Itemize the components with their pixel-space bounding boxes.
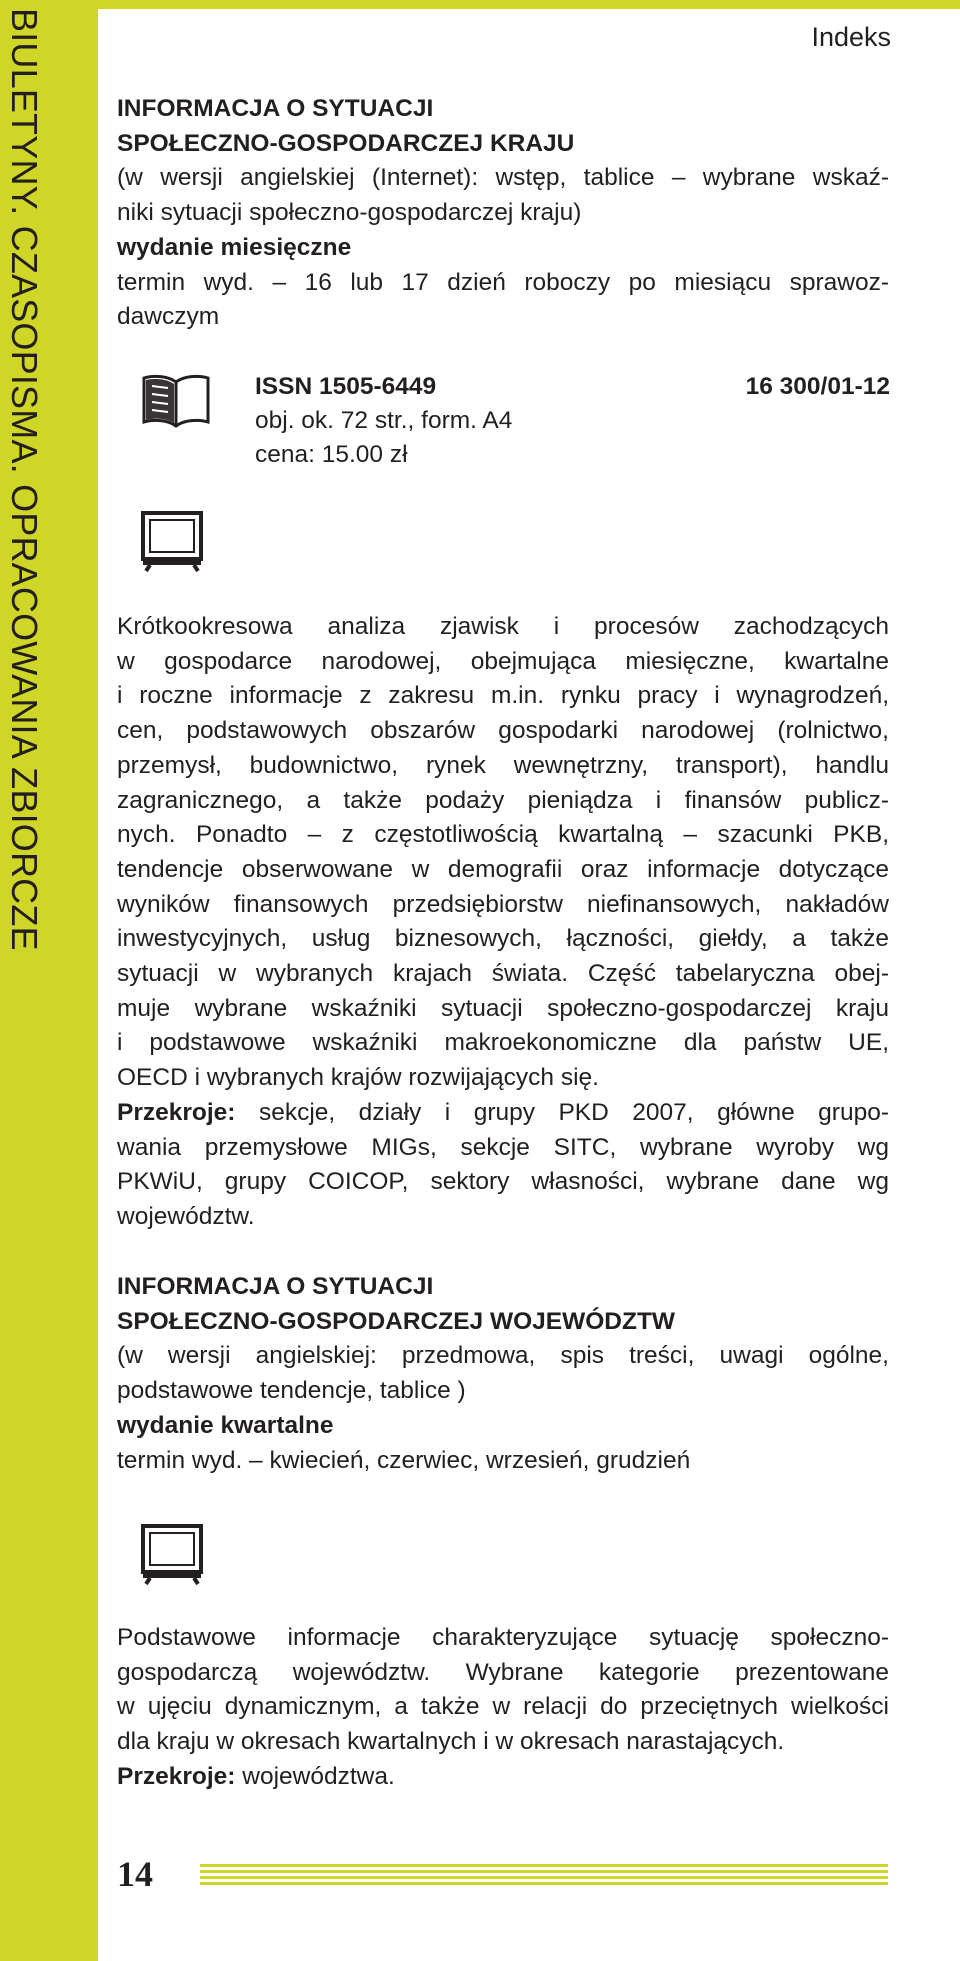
- description-line: zagranicznego, a także podaży pieniądza i finansów publicz-: [117, 786, 889, 814]
- description-line: Podstawowe informacje charakteryzujące sytuację społeczno-: [117, 1624, 889, 1651]
- description-line: i podstawowe wskaźniki makroekonomiczne dla państw UE,: [117, 1029, 889, 1057]
- issn: ISSN 1505-6449: [255, 373, 437, 400]
- entry1-title-line: INFORMACJA O SYTUACJI: [117, 95, 434, 122]
- description-line: muje wybrane wskaźniki sytuacji społeczno-gospodarczej kraju: [117, 994, 889, 1022]
- section-label: Indeks: [811, 22, 891, 52]
- page-number: 14: [117, 1854, 153, 1894]
- footer-rule: [200, 1863, 888, 1885]
- description-line: gospodarczą województw. Wybrane kategorie prezentowane: [117, 1658, 889, 1686]
- description-line: przemysł, budownictwo, rynek wewnętrzny, transport), handlu: [117, 751, 889, 779]
- entry2-note-line: podstawowe tendencje, tablice ): [117, 1377, 466, 1405]
- entry2-release: termin wyd. – kwiecień, czerwiec, wrzesień, grudzień: [117, 1446, 691, 1474]
- description-line: Krótkookresowa analiza zjawisk i procesów zachodzących: [117, 613, 889, 640]
- entry2-note-line: (w wersji angielskiej: przedmowa, spis treści, uwagi ogólne,: [117, 1342, 889, 1370]
- breakdown-text: sekcje, działy i grupy PKD 2007, główne grupo-: [258, 1098, 889, 1126]
- entry2-title-line: INFORMACJA O SYTUACJI: [117, 1273, 434, 1300]
- volume-format: obj. ok. 72 str., form. A4: [255, 407, 513, 434]
- publication-info: [255, 370, 890, 472]
- breakdown-label: Przekroje:: [117, 1762, 236, 1790]
- sidebar-title: BIULETYNY. CZASOPISMA. OPRACOWANIA ZBIORCZE: [4, 8, 45, 951]
- price: cena: 15.00 zł: [255, 441, 408, 468]
- description-line: OECD i wybranych krajów rozwijających się.: [117, 1064, 599, 1092]
- entry1-note-line: niki sytuacji społeczno-gospodarczej kraju): [117, 199, 582, 227]
- entry2-edition: wydanie kwartalne: [117, 1411, 334, 1439]
- description-line: tendencje obserwowane w demografii oraz informacje dotyczące: [117, 855, 889, 883]
- entry1-release-line: termin wyd. – 16 lub 17 dzień roboczy po miesiącu sprawoz-: [117, 268, 889, 296]
- description-line: dla kraju w okresach kwartalnych i w okresach narastających.: [117, 1728, 785, 1756]
- breakdown-line: [117, 1096, 889, 1131]
- monitor-icon: [140, 1523, 204, 1585]
- breakdown-line: [117, 1760, 889, 1795]
- description-line: i roczne informacje z zakresu m.in. rynku pracy i wynagrodzeń,: [117, 682, 889, 710]
- book-icon: [140, 370, 212, 432]
- breakdown-text: województwa.: [242, 1762, 395, 1790]
- catalog-code: 16 300/01-12: [745, 373, 890, 400]
- entry2-header: [117, 1270, 889, 1478]
- description-line: sytuacji w wybranych krajach świata. Część tabelaryczna obej-: [117, 960, 889, 988]
- description-line: nych. Ponadto – z częstotliwością kwartalną – szacunki PKB,: [117, 821, 889, 849]
- entry1-release-line: dawczym: [117, 303, 220, 331]
- description-line: w ujęciu dynamicznym, a także w relacji do przeciętnych wielkości: [117, 1693, 889, 1721]
- breakdown-line: wania przemysłowe MIGs, sekcje SITC, wybrane wyroby wg: [117, 1133, 889, 1161]
- description-line: wyników finansowych przedsiębiorstw niefinansowych, nakładów: [117, 890, 889, 918]
- entry1-edition: wydanie miesięczne: [117, 233, 352, 261]
- description-line: w gospodarce narodowej, obejmująca miesięczne, kwartalne: [117, 647, 889, 675]
- entry1-description: [117, 610, 889, 1235]
- breakdown-label: Przekroje:: [117, 1098, 236, 1126]
- entry1-title-line: SPOŁECZNO-GOSPODARCZEJ KRAJU: [117, 129, 575, 157]
- breakdown-line: PKWiU, grupy COICOP, sektory własności, wybrane dane wg: [117, 1168, 889, 1196]
- description-line: inwestycyjnych, usług biznesowych, łączności, giełdy, a także: [117, 925, 889, 953]
- entry1-note-line: (w wersji angielskiej (Internet): wstęp, tablice – wybrane wskaź-: [117, 164, 889, 192]
- breakdown-line: województw.: [117, 1202, 255, 1230]
- entry2-title-line: SPOŁECZNO-GOSPODARCZEJ WOJEWÓDZTW: [117, 1307, 676, 1335]
- description-line: cen, podstawowych obszarów gospodarki narodowej (rolnictwo,: [117, 717, 889, 745]
- top-band: [0, 0, 960, 9]
- entry2-description: [117, 1621, 889, 1795]
- entry1-header: [117, 92, 889, 335]
- monitor-icon: [140, 510, 204, 572]
